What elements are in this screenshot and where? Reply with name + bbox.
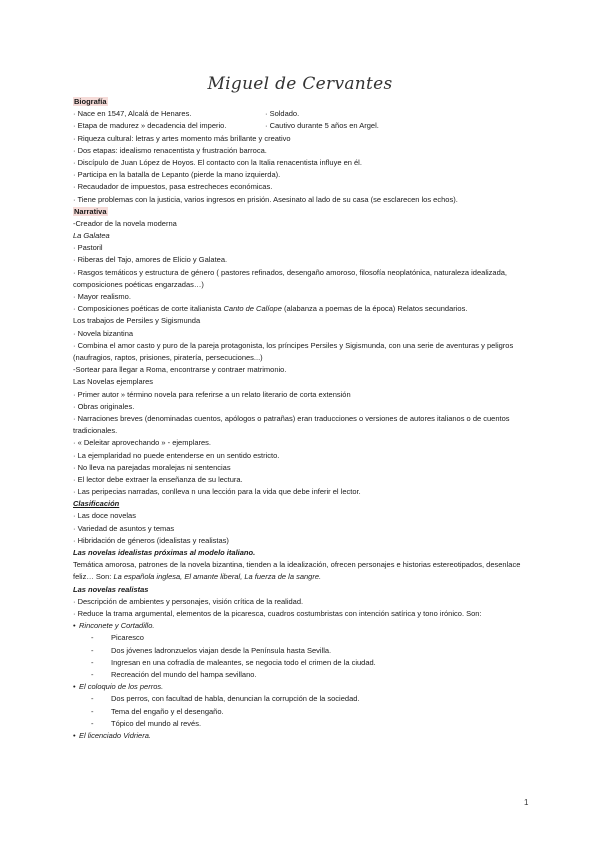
coloquio-item (73, 718, 543, 730)
dash-icon: - (91, 645, 94, 655)
ejemplares-item: · Narraciones breves (denominadas cuentos, apólogos o patrañas) eran traducciones o versiones de autores italianos o de cuentos tradicionales. (73, 413, 510, 436)
rinconete-item (73, 632, 543, 644)
ejemplares-item: · No lleva na parejadas moralejas ni sentencias (73, 462, 231, 472)
realistas-item: · Reduce la trama argumental, elementos de la picaresca, cuadros costumbristas con intención satírica y tono irónico. Son: (73, 609, 482, 618)
persiles-item: · Novela bizantina (73, 328, 134, 338)
dash-icon: - (91, 669, 94, 679)
page-number: 1 (524, 798, 529, 807)
coloquio-item-text: Tema del engaño y el desengaño. (111, 706, 224, 716)
idealistas-titles: La española inglesa, El amante liberal, La fuerza de la sangre. (113, 572, 322, 582)
ejemplares-item: · Obras originales. (73, 401, 135, 411)
persiles-item: · Combina el amor casto y puro de la pareja protagonista, los príncipes Persiles y Sigismunda, con una serie de aventuras y peligros (naufragios, raptos, prisiones, piratería, persecuciones...) (73, 340, 514, 362)
ejemplares-item: · Primer autor » término novela para referirse a un relato literario de corta extensión (73, 389, 351, 399)
bullet-icon: • (73, 730, 76, 740)
novel-title: El coloquio de los perros. (79, 682, 164, 692)
rinconete-item-text: Ingresan en una cofradía de maleantes, se negocia todo el crimen de la ciudad. (111, 657, 376, 667)
caliope-rest: (alabanza a poemas de la época) Relatos secundarios. (283, 304, 468, 314)
bio-item: · Nace en 1547, Alcalá de Henares. (73, 109, 192, 119)
bio-item: · Etapa de madurez » decadencia del imperio. (73, 121, 227, 131)
document-body (73, 96, 543, 742)
bio-row-2 (73, 120, 543, 132)
bullet-icon: • (73, 682, 76, 692)
coloquio-item-text: Tópico del mundo al revés. (111, 718, 202, 728)
realistas-item: · Descripción de ambientes y personajes, visión crítica de la realidad. (73, 596, 304, 606)
galatea-item: · Riberas del Tajo, amores de Elicio y Galatea. (73, 255, 228, 265)
rinconete-item (73, 669, 543, 681)
bio-item: · Discípulo de Juan López de Hoyos. El contacto con la Italia renacentista influye en él. (73, 157, 362, 167)
persiles-item: -Sortear para llegar a Roma, encontrarse y contraer matrimonio. (73, 365, 287, 375)
subheading-galatea: La Galatea (73, 231, 110, 241)
bio-item: · Dos etapas: idealismo renacentista y frustración barroca. (73, 145, 267, 155)
subheading-realistas: Las novelas realistas (73, 584, 149, 594)
subheading-persiles: Los trabajos de Persiles y Sigismunda (73, 316, 201, 326)
rinconete-item (73, 645, 543, 657)
novel-coloquio (73, 681, 543, 693)
subheading-ejemplares: Las Novelas ejemplares (73, 377, 154, 387)
bio-item: · Recaudador de impuestos, pasa estrecheces económicas. (73, 182, 273, 192)
bio-row-1 (73, 108, 543, 120)
ejemplares-item: · Las peripecias narradas, conlleva n una lección para la vida que debe inferir el lector. (73, 487, 361, 497)
galatea-item-text: · Composiciones poéticas de corte italianista (73, 304, 222, 314)
clasificacion-item: · Hibridación de géneros (idealistas y realistas) (73, 535, 229, 545)
section-heading-clasificacion: Clasificación (73, 499, 120, 509)
bio-item: · Soldado. (265, 109, 300, 119)
dash-icon: - (91, 706, 94, 716)
novel-title: El licenciado Vidriera. (79, 730, 151, 740)
bio-item: · Participa en la batalla de Lepanto (pierde la mano izquierda). (73, 170, 281, 180)
subheading-idealistas: Las novelas idealistas próximas al modelo italiano. (73, 548, 256, 558)
rinconete-item-text: Recreación del mundo del hampa sevillano. (111, 669, 257, 679)
dash-icon: - (91, 657, 94, 667)
caliope-title: Canto de Calíope (223, 304, 282, 314)
novel-rinconete (73, 620, 543, 632)
idealistas-text (73, 559, 543, 583)
clasificacion-item: · Variedad de asuntos y temas (73, 523, 175, 533)
coloquio-item (73, 693, 543, 705)
page-title: Miguel de Cervantes (207, 74, 393, 94)
dash-icon: - (91, 718, 94, 728)
section-heading-biografia: Biografía (74, 97, 107, 106)
novel-licenciado (73, 730, 543, 742)
bullet-icon: • (73, 621, 76, 631)
novel-title: Rinconete y Cortadillo. (79, 621, 155, 631)
coloquio-item-text: Dos perros, con facultad de habla, denuncian la corrupción de la sociedad. (111, 694, 360, 704)
clasificacion-item: · Las doce novelas (73, 511, 136, 521)
bio-item: · Cautivo durante 5 años en Argel. (265, 121, 379, 131)
section-heading-narrativa: Narrativa (74, 206, 107, 216)
dash-icon: - (91, 633, 94, 643)
galatea-item: · Mayor realismo. (73, 292, 131, 302)
bio-item: · Riqueza cultural: letras y artes momento más brillante y creativo (73, 133, 291, 143)
ejemplares-item: · « Deleitar aprovechando » - ejemplares. (73, 438, 211, 448)
galatea-item: · Pastoril (73, 243, 103, 253)
idealistas-description: Temática amorosa, patrones de la novela bizantina, tienden a la idealización, ofrecen personajes e historias estereotipados, desenlace feliz… Son: (73, 560, 521, 582)
rinconete-item-text: Picaresco (111, 633, 144, 643)
narrativa-intro: -Creador de la novela moderna (73, 218, 177, 228)
coloquio-item (73, 706, 543, 718)
dash-icon: - (91, 694, 94, 704)
galatea-item-composiciones (73, 303, 543, 315)
ejemplares-item: · El lector debe extraer la enseñanza de su lectura. (73, 474, 243, 484)
ejemplares-item: · La ejemplaridad no puede entenderse en un sentido estricto. (73, 450, 280, 460)
bio-item: · Tiene problemas con la justicia, varios ingresos en prisión. Asesinato al lado de su casa (se esclarecen los echos). (73, 194, 458, 204)
rinconete-item (73, 657, 543, 669)
rinconete-item-text: Dos jóvenes ladronzuelos viajan desde la Península hasta Sevilla. (111, 645, 332, 655)
galatea-item: · Rasgos temáticos y estructura de género ( pastores refinados, desengaño amoroso, filosofía neoplatónica, naturaleza idealizada, composiciones poéticas engarzadas…) (73, 267, 508, 289)
